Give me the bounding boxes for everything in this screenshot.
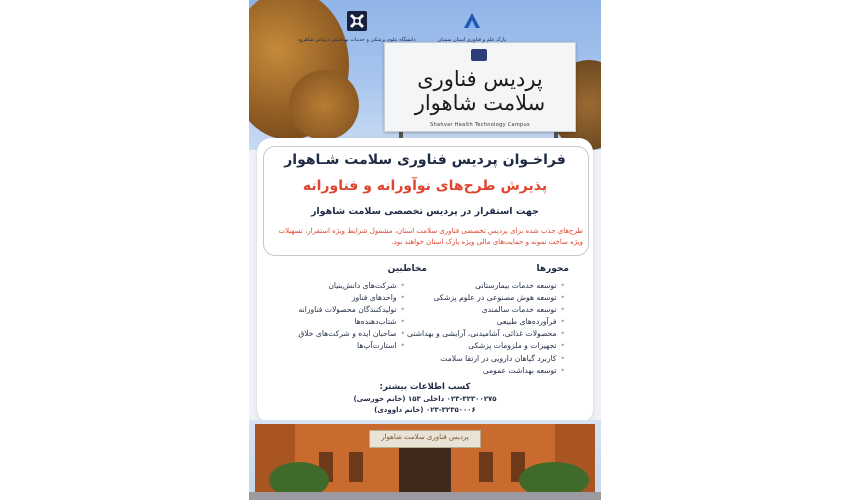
poster-subtitle: جهت استقرار در پردیس تخصصی سلامت شاهوار — [310, 206, 540, 217]
science-park-logo-icon — [461, 10, 483, 32]
list-item: • صاحبان ایده و شرکت‌های خلاق — [298, 328, 405, 340]
audience-list — [298, 280, 405, 353]
contact-heading: کسب اطلاعات بیشتر: — [379, 382, 471, 392]
building-sign-text: پردیس فناوری سلامت شاهوار — [381, 433, 469, 441]
university-logo-icon — [346, 10, 368, 32]
list-item: • تجهیزات و ملزومات پزشکی — [407, 340, 565, 352]
contact-phone: ۰۲۳-۳۲۳۰۰۲۷۵ داخلی ۱۵۳ (خانم خورسی) — [353, 395, 497, 403]
list-item: • کاربرد گیاهان دارویی در ارتقا سلامت — [407, 353, 565, 365]
contact-phone: ۰۲۳-۳۲۳۵۰۰۰۶ (خانم داوودی) — [374, 406, 476, 414]
list-item: • واحدهای فناور — [298, 292, 405, 304]
call-poster — [249, 0, 601, 500]
list-item: • توسعه هوش مصنوعی در علوم پزشکی — [407, 292, 565, 304]
audience-heading: مخاطبین — [387, 264, 427, 274]
poster-description: طرح‌های جذب شده برای پردیس تخصصی فناوری سلامت استان، مشمول شرایط ویژه استقرار، تسهیلات ویژه ساخت نمونه و حمایت‌های مالی ویژه پارک استان خواهند بود. — [278, 227, 583, 246]
campus-sign-subtitle: Shahvar Health Technology Campus — [430, 122, 530, 128]
list-item: • توسعه بهداشت عمومی — [407, 365, 565, 377]
content-card — [257, 138, 593, 423]
logo-bar — [298, 10, 506, 43]
list-item: • شتاب‌دهنده‌ها — [298, 316, 405, 328]
axes-heading: محورها — [536, 264, 569, 274]
list-item: • استارت‌آپ‌ها — [298, 340, 405, 352]
poster-title: فراخـوان پردیس فناوری سلامت شـاهوار — [284, 152, 566, 168]
building-window — [349, 452, 363, 482]
list-item: • تولیدکنندگان محصولات فناورانه — [298, 304, 405, 316]
university-logo-caption: دانشگاه علوم پزشکی و خدمات بهداشتی درمانی شاهرود — [297, 37, 416, 43]
campus-sign-title: پردیس فناوری سلامت شاهوار — [414, 67, 546, 115]
axes-list — [407, 280, 565, 377]
list-item: • توسعه خدمات سالمندی — [407, 304, 565, 316]
science-park-logo-caption: پارک علم و فناوری استان سمنان — [437, 37, 506, 43]
list-item: • توسعه خدمات بیمارستانی — [407, 280, 565, 292]
ground — [249, 492, 601, 500]
autumn-tree — [289, 70, 359, 140]
poster-subtitle-red: پذیرش طرح‌های نوآورانه و فناورانه — [302, 178, 548, 194]
campus-sign — [384, 42, 576, 132]
list-item: • فرآورده‌های طبیعی — [407, 316, 565, 328]
list-item: • شرکت‌های دانش‌بنیان — [298, 280, 405, 292]
university-logo — [298, 10, 416, 43]
building-window — [479, 452, 493, 482]
campus-logo-icon — [471, 49, 487, 61]
list-item: • محصولات غذائی، آشامیدنی، آرایشی و بهداشتی — [407, 328, 565, 340]
science-park-logo — [438, 10, 506, 43]
